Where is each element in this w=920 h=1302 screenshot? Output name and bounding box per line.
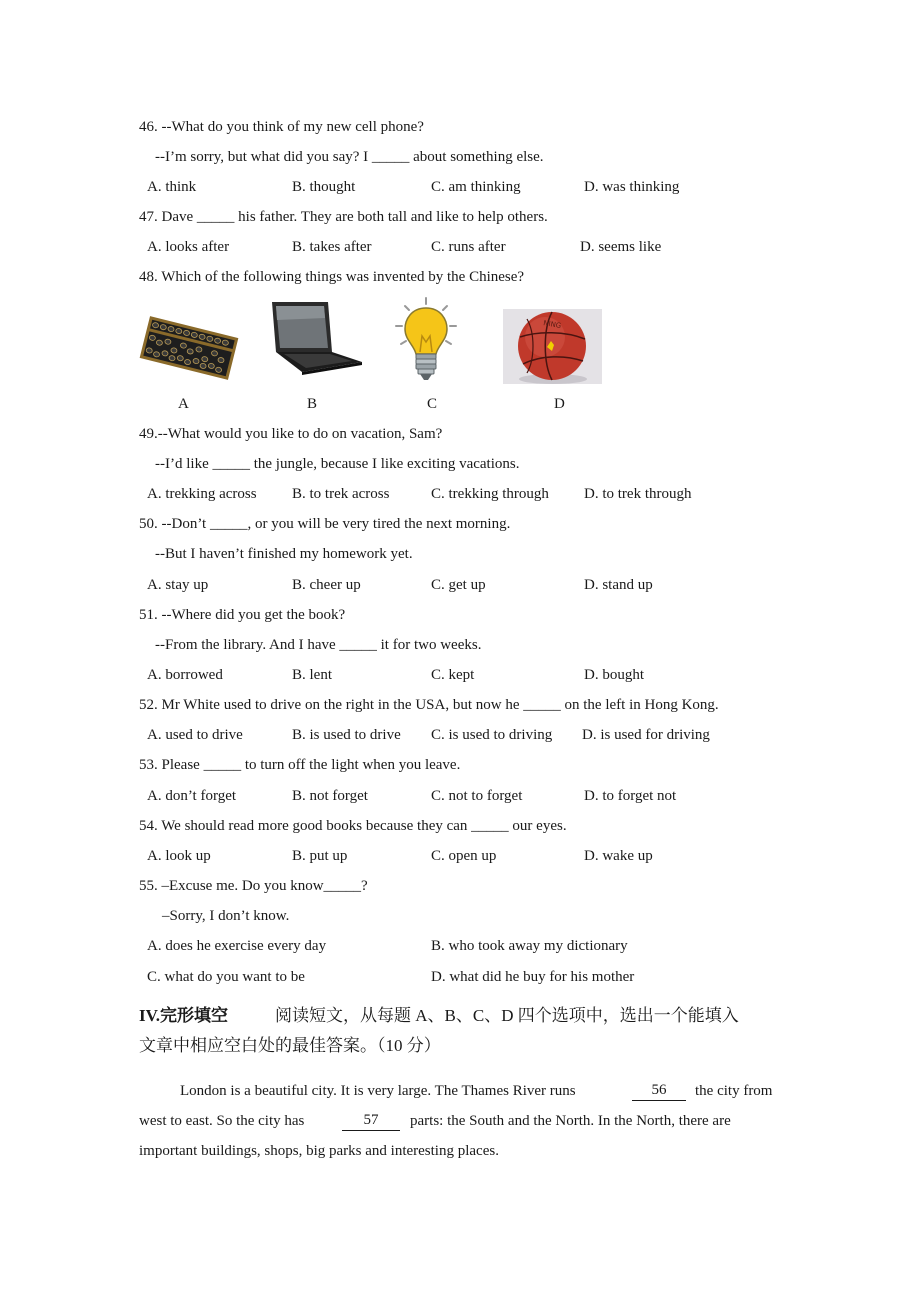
lightbulb-image — [393, 296, 459, 384]
q50-option-d: D. stand up — [584, 577, 653, 593]
q54-option-b: B. put up — [292, 848, 348, 864]
q47-option-d: D. seems like — [580, 239, 662, 255]
q50-option-c: C. get up — [431, 577, 486, 593]
q48-label-a: A — [178, 396, 189, 412]
q48-label-d: D — [554, 396, 565, 412]
q51-stem2: --From the library. And I have _____ it for two weeks. — [155, 637, 482, 653]
q51-stem: 51. --Where did you get the book? — [139, 607, 346, 623]
q51-option-d: D. bought — [584, 667, 644, 683]
q47-option-c: C. runs after — [431, 239, 506, 255]
section-4-title — [139, 1004, 228, 1028]
section-4-instruction-line2: 文章中相应空白处的最佳答案。（10 分） — [139, 1036, 441, 1055]
q54-option-a: A. look up — [147, 848, 211, 864]
q52-option-c: C. is used to driving — [431, 727, 553, 743]
section-4-instruction-line1: 阅读短文，从每题 A、B、C、D 四个选项中，选出一个能填入 — [275, 1006, 739, 1025]
q53-stem: 53. Please _____ to turn off the light when you leave. — [139, 757, 461, 773]
q46-option-b: B. thought — [292, 179, 356, 195]
q55-option-d: D. what did he buy for his mother — [431, 969, 635, 985]
q46-stem2: --I’m sorry, but what did you say? I _____ about something else. — [155, 149, 544, 165]
passage-line2-b: parts: the South and the North. In the North, there are — [410, 1113, 731, 1129]
basketball-image — [503, 309, 602, 384]
q51-option-c: C. kept — [431, 667, 475, 683]
svg-text:NING: NING — [542, 319, 562, 331]
q55-stem2: –Sorry, I don’t know. — [162, 908, 290, 924]
q46-option-d: D. was thinking — [584, 179, 680, 195]
q50-option-b: B. cheer up — [292, 577, 361, 593]
q55-option-a: A. does he exercise every day — [147, 938, 327, 954]
blank-57: 57 — [342, 1111, 400, 1131]
q52-option-d: D. is used for driving — [582, 727, 710, 743]
blank-56: 56 — [632, 1081, 686, 1101]
q54-option-c: C. open up — [431, 848, 497, 864]
q55-option-b: B. who took away my dictionary — [431, 938, 628, 954]
q48-stem: 48. Which of the following things was invented by the Chinese? — [139, 269, 525, 285]
q49-stem: 49.--What would you like to do on vacation, Sam? — [139, 426, 443, 442]
q53-option-d: D. to forget not — [584, 788, 677, 804]
laptop-image — [266, 300, 364, 376]
q47-option-a: A. looks after — [147, 239, 230, 255]
q50-stem: 50. --Don’t _____, or you will be very tired the next morning. — [139, 516, 511, 532]
section-4-heading: IV.完形填空 — [139, 1006, 228, 1025]
q48-label-b: B — [307, 396, 318, 412]
q46-option-c: C. am thinking — [431, 179, 521, 195]
passage-line1-a: London is a beautiful city. It is very large. The Thames River runs — [180, 1083, 576, 1099]
q53-option-c: C. not to forget — [431, 788, 523, 804]
q46-option-a: A. think — [147, 179, 197, 195]
q54-option-d: D. wake up — [584, 848, 653, 864]
q55-stem: 55. –Excuse me. Do you know_____? — [139, 878, 368, 894]
q49-stem2: --I’d like _____ the jungle, because I like exciting vacations. — [155, 456, 520, 472]
q50-stem2: --But I haven’t finished my homework yet. — [155, 546, 413, 562]
q53-option-a: A. don’t forget — [147, 788, 237, 804]
q55-option-c: C. what do you want to be — [147, 969, 305, 985]
q54-stem: 54. We should read more good books because they can _____ our eyes. — [139, 818, 567, 834]
q52-option-b: B. is used to drive — [292, 727, 401, 743]
q53-option-b: B. not forget — [292, 788, 368, 804]
q48-label-c: C — [427, 396, 438, 412]
passage-line1-b: the city from — [695, 1083, 773, 1099]
q47-option-b: B. takes after — [292, 239, 372, 255]
q49-option-c: C. trekking through — [431, 486, 549, 502]
q46-stem: 46. --What do you think of my new cell phone? — [139, 119, 424, 135]
q50-option-a: A. stay up — [147, 577, 209, 593]
q52-option-a: A. used to drive — [147, 727, 243, 743]
q51-option-a: A. borrowed — [147, 667, 223, 683]
q49-option-b: B. to trek across — [292, 486, 390, 502]
q47-stem: 47. Dave _____ his father. They are both tall and like to help others. — [139, 209, 548, 225]
q51-option-b: B. lent — [292, 667, 332, 683]
q49-option-d: D. to trek through — [584, 486, 692, 502]
q49-option-a: A. trekking across — [147, 486, 257, 502]
passage-line2-a: west to east. So the city has — [139, 1113, 305, 1129]
passage-line3: important buildings, shops, big parks and interesting places. — [139, 1143, 499, 1159]
q52-stem: 52. Mr White used to drive on the right in the USA, but now he _____ on the left in Hong Kong. — [139, 697, 719, 713]
abacus-image — [139, 310, 239, 385]
